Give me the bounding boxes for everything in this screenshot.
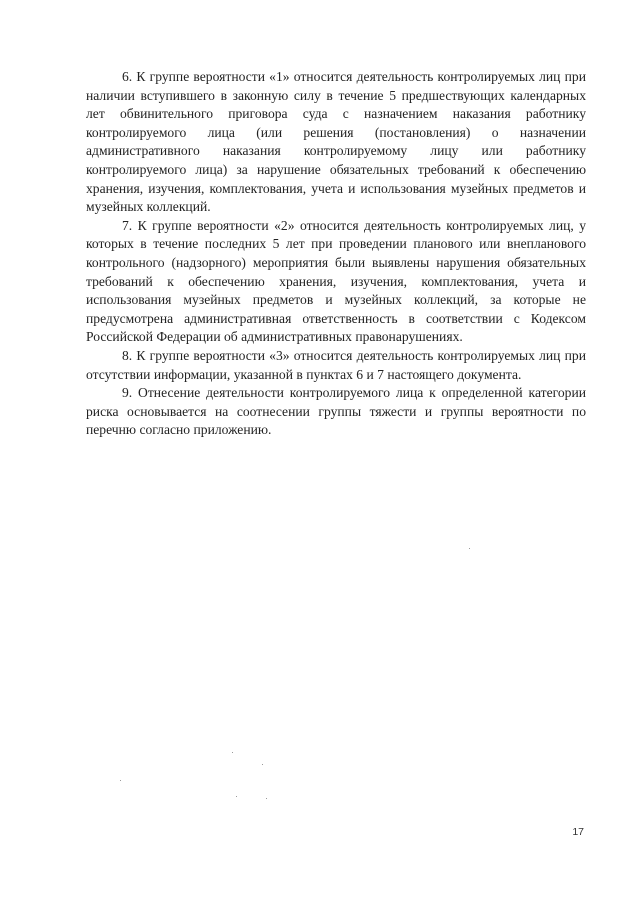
page-number: 17 xyxy=(572,826,584,838)
paragraph-7: 7. К группе вероятности «2» относится деятельность контролируемых лиц, у которых в течение последних 5 лет при проведении планового или внепланового контрольного (надзорного) мероприятия были выявлены нарушения обязательных требований к обеспечению хранения, изучения, комплектования, учета и использования музейных предметов и музейных коллекций, за которые не предусмотрена административная ответственность в соответствии с Кодексом Российской Федерации об административных правонарушениях. xyxy=(86,217,586,345)
scan-speck xyxy=(469,548,470,549)
scan-speck xyxy=(120,780,121,781)
document-body xyxy=(86,68,586,440)
paragraph-8: 8. К группе вероятности «3» относится деятельность контролируемых лиц при отсутствии информации, указанной в пунктах 6 и 7 настоящего документа. xyxy=(86,347,586,382)
paragraph-9: 9. Отнесение деятельности контролируемого лица к определенной категории риска основывается на соотнесении группы тяжести и группы вероятности по перечню согласно приложению. xyxy=(86,385,586,438)
scan-speck xyxy=(262,764,263,765)
scan-speck xyxy=(266,798,267,799)
paragraph-6: 6. К группе вероятности «1» относится деятельность контролируемых лиц при наличии вступившего в законную силу в течение 5 предшествующих календарных лет обвинительного приговора суда с назначением наказания работнику контролируемого лица (или решения (постановления) о назначении административного наказания контролируемому лицу или работнику контролируемого лица) за нарушение обязательных требований к обеспечению хранения, изучения, комплектования, учета и использования музейных предметов и музейных коллекций. xyxy=(86,69,586,215)
scan-speck xyxy=(236,796,237,797)
scan-speck xyxy=(232,752,233,753)
